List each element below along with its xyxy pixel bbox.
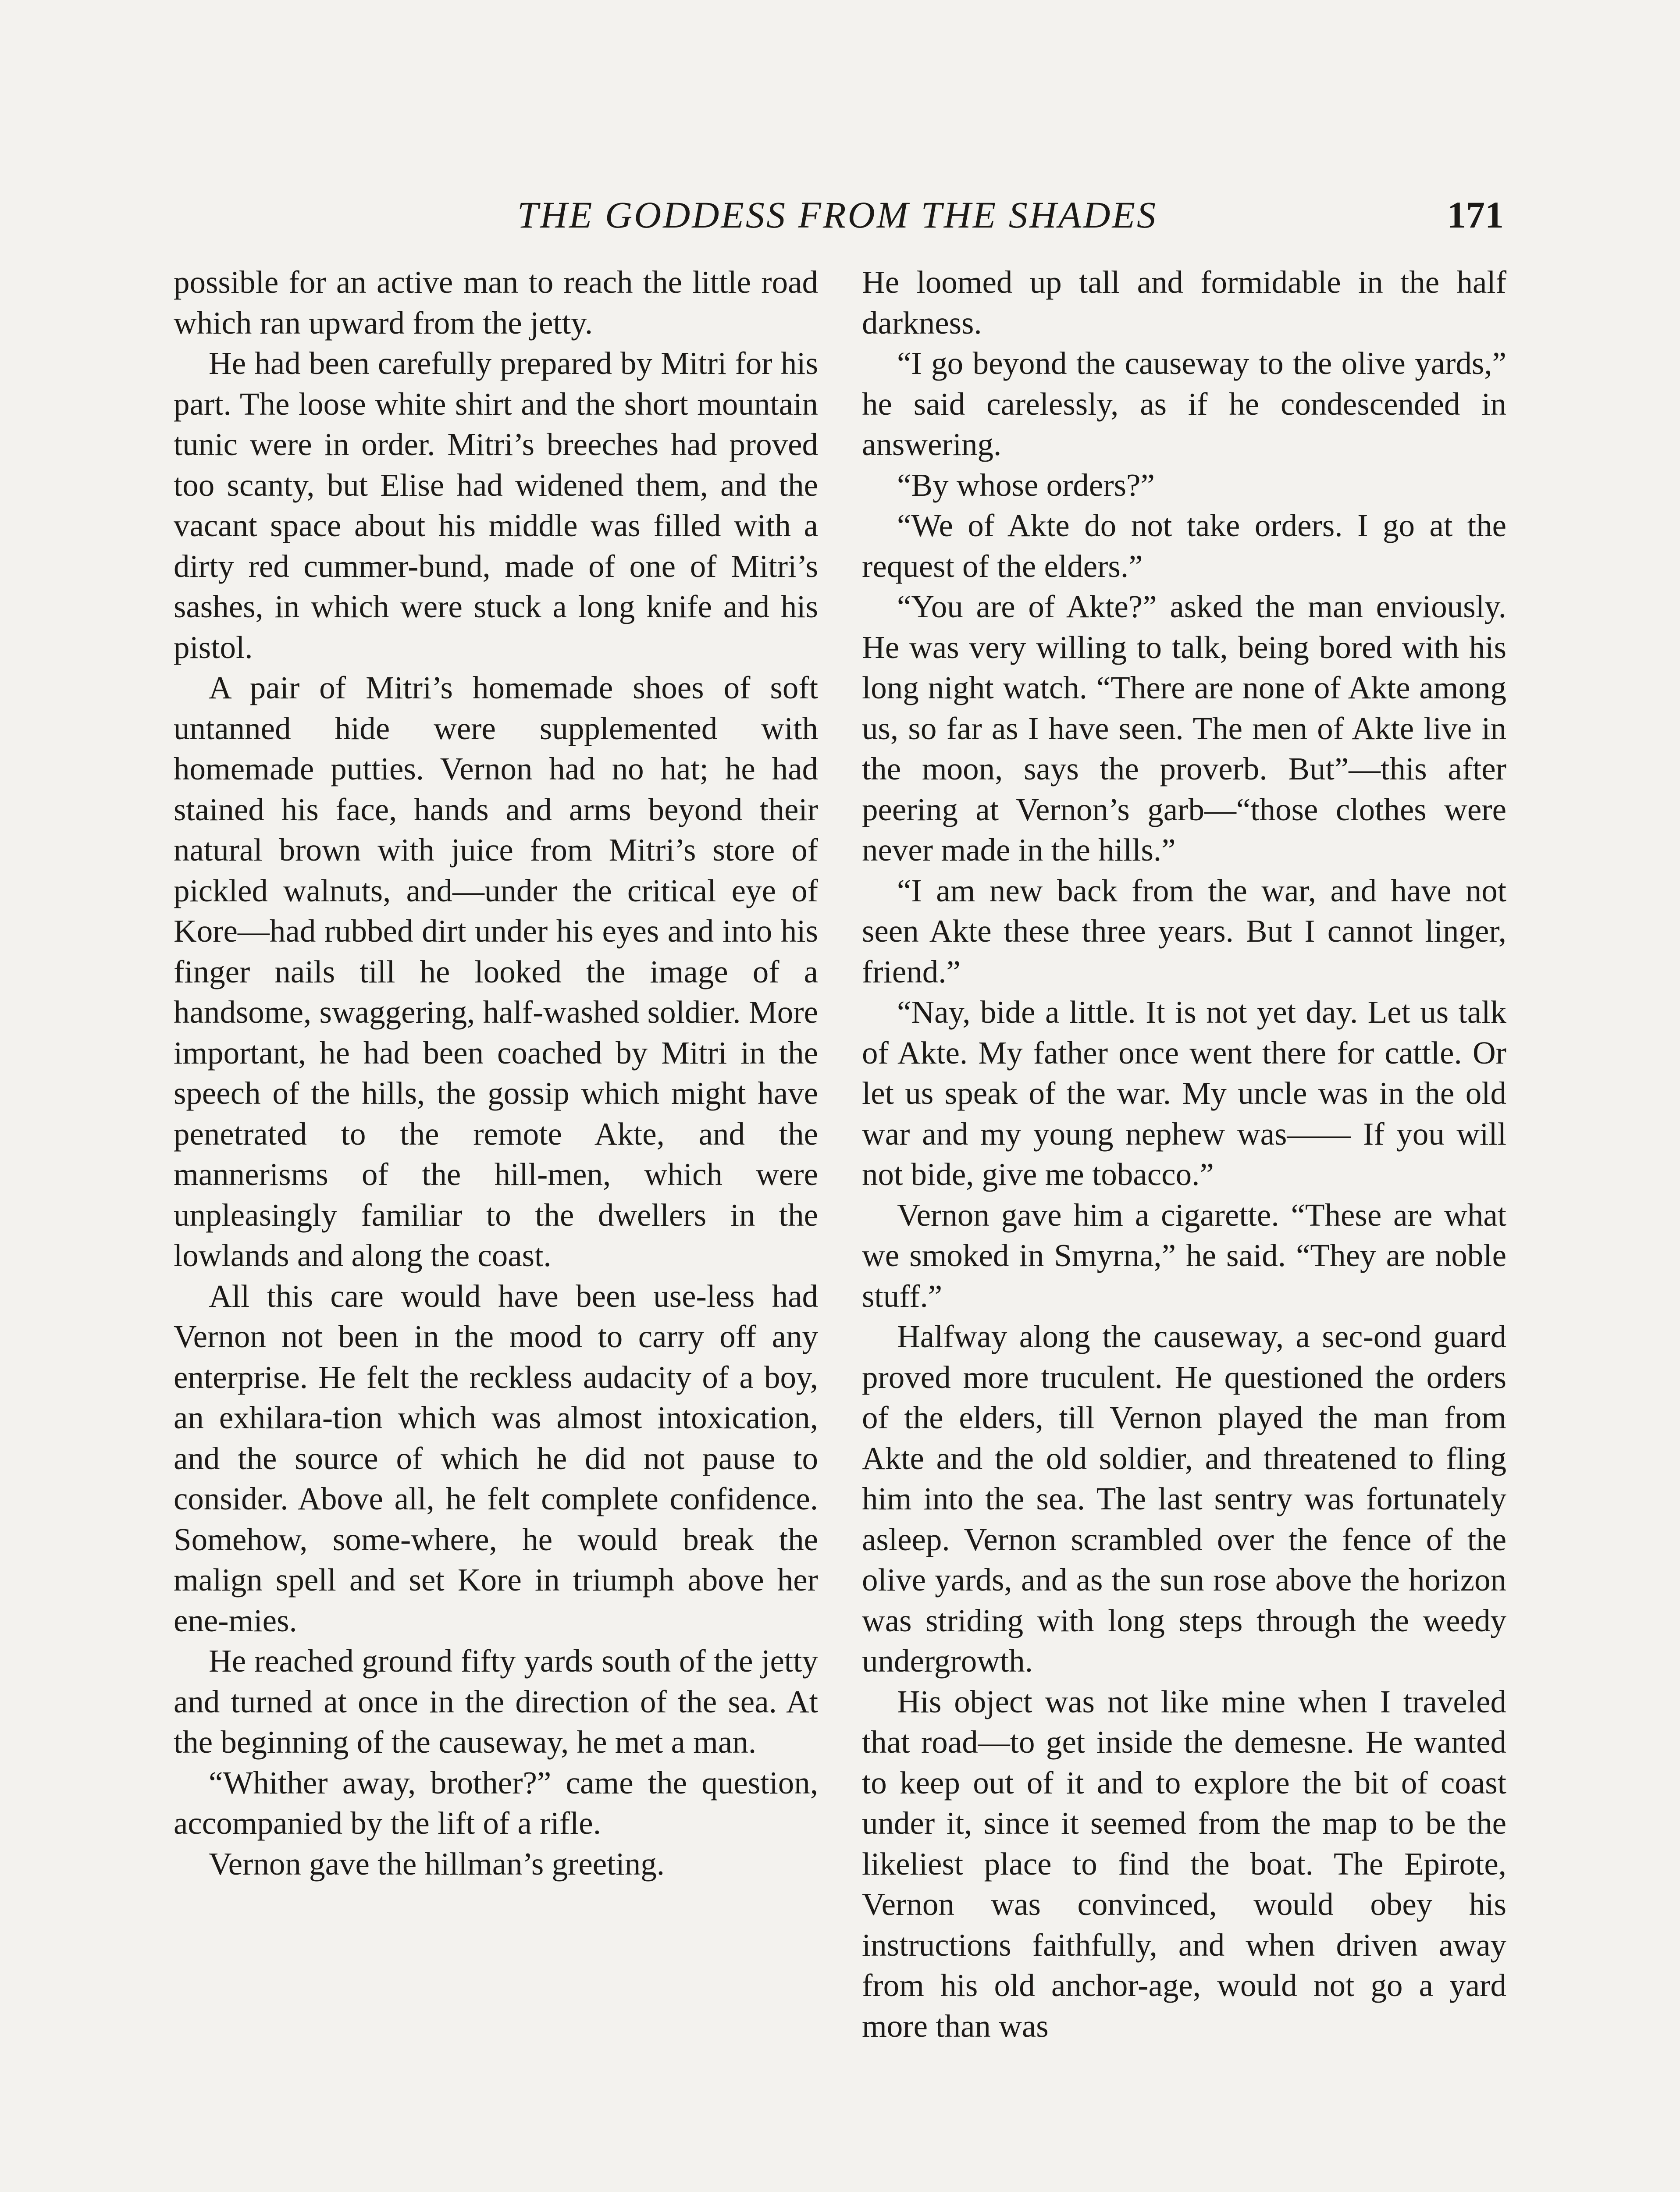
paragraph: “Nay, bide a little. It is not yet day. Let us talk of Akte. My father once went there for cattle. Or let us speak of the war. My uncle was in the old war and my young nephew was—— If you will not bide, give me tobacco.” <box>862 994 1506 1192</box>
right-column <box>862 262 1506 2046</box>
paragraph: “You are of Akte?” asked the man enviously. He was very willing to talk, being bored with his long night watch. “There are none of Akte among us, so far as I have seen. The men of Akte live in the moon, says the proverb. But”—this after peering at Vernon’s garb—“those clothes were never made in the hills.” <box>862 589 1506 868</box>
paragraph: possible for an active man to reach the little road which ran upward from the jetty. <box>174 264 818 341</box>
paragraph: “I am new back from the war, and have not seen Akte these three years. But I cannot linger, friend.” <box>862 872 1506 989</box>
left-column <box>174 262 818 1884</box>
paragraph: Vernon gave the hillman’s greeting. <box>209 1846 665 1882</box>
paragraph: He reached ground fifty yards south of the jetty and turned at once in the direction of the sea. At the beginning of the causeway, he met a man. <box>174 1643 818 1760</box>
paragraph: “By whose orders?” <box>897 467 1155 503</box>
page-number: 171 <box>1447 194 1504 236</box>
paragraph: His object was not like mine when I traveled that road—to get inside the demesne. He wanted to keep out of it and to explore the bit of coast under it, since it seemed from the map to be the likeliest place to find the boat. The Epirote, Vernon was convinced, would obey his instructions faithfully, and when driven away from his old anchor-age, would not go a yard more than was <box>862 1683 1506 2044</box>
paragraph: “I go beyond the causeway to the olive yards,” he said carelessly, as if he condescended in answering. <box>862 345 1506 462</box>
paragraph: He loomed up tall and formidable in the half darkness. <box>862 264 1506 341</box>
paragraph: “Whither away, brother?” came the question, accompanied by the lift of a rifle. <box>174 1765 818 1841</box>
paragraph: All this care would have been use-less had Vernon not been in the mood to carry off any enterprise. He felt the reckless audacity of a boy, an exhilara-tion which was almost intoxication, and the source of which he did not pause to consider. Above all, he felt complete confidence. Somehow, some-where, he would break the malign spell and set Kore in triumph above her ene-mies. <box>174 1278 818 1638</box>
paragraph: Vernon gave him a cigarette. “These are what we smoked in Smyrna,” he said. “They are noble stuff.” <box>862 1197 1506 1314</box>
paragraph: Halfway along the causeway, a sec-ond guard proved more truculent. He questioned the orders of the elders, till Vernon played the man from Akte and the old soldier, and threatened to fling him into the sea. The last sentry was fortunately asleep. Vernon scrambled over the fence of the olive yards, and as the sun rose above the horizon was striding with long steps through the weedy undergrowth. <box>862 1319 1506 1679</box>
running-title: THE GODDESS FROM THE SHADES <box>517 194 1157 236</box>
page-header <box>171 189 1504 241</box>
paragraph: He had been carefully prepared by Mitri for his part. The loose white shirt and the short mountain tunic were in order. Mitri’s breeches had proved too scanty, but Elise had widened them, and the vacant space about his middle was filled with a dirty red cummer-bund, made of one of Mitri’s sashes, in which were stuck a long knife and his pistol. <box>174 345 818 665</box>
paragraph: A pair of Mitri’s homemade shoes of soft untanned hide were supplemented with homemade putties. Vernon had no hat; he had stained his face, hands and arms beyond their natural brown with juice from Mitri’s store of pickled walnuts, and—under the critical eye of Kore—had rubbed dirt under his eyes and into his finger nails till he looked the image of a handsome, swaggering, half-washed soldier. More important, he had been coached by Mitri in the speech of the hills, the gossip which might have penetrated to the remote Akte, and the mannerisms of the hill-men, which were unpleasingly familiar to the dwellers in the lowlands and along the coast. <box>174 670 818 1273</box>
paragraph: “We of Akte do not take orders. I go at the request of the elders.” <box>862 508 1506 584</box>
